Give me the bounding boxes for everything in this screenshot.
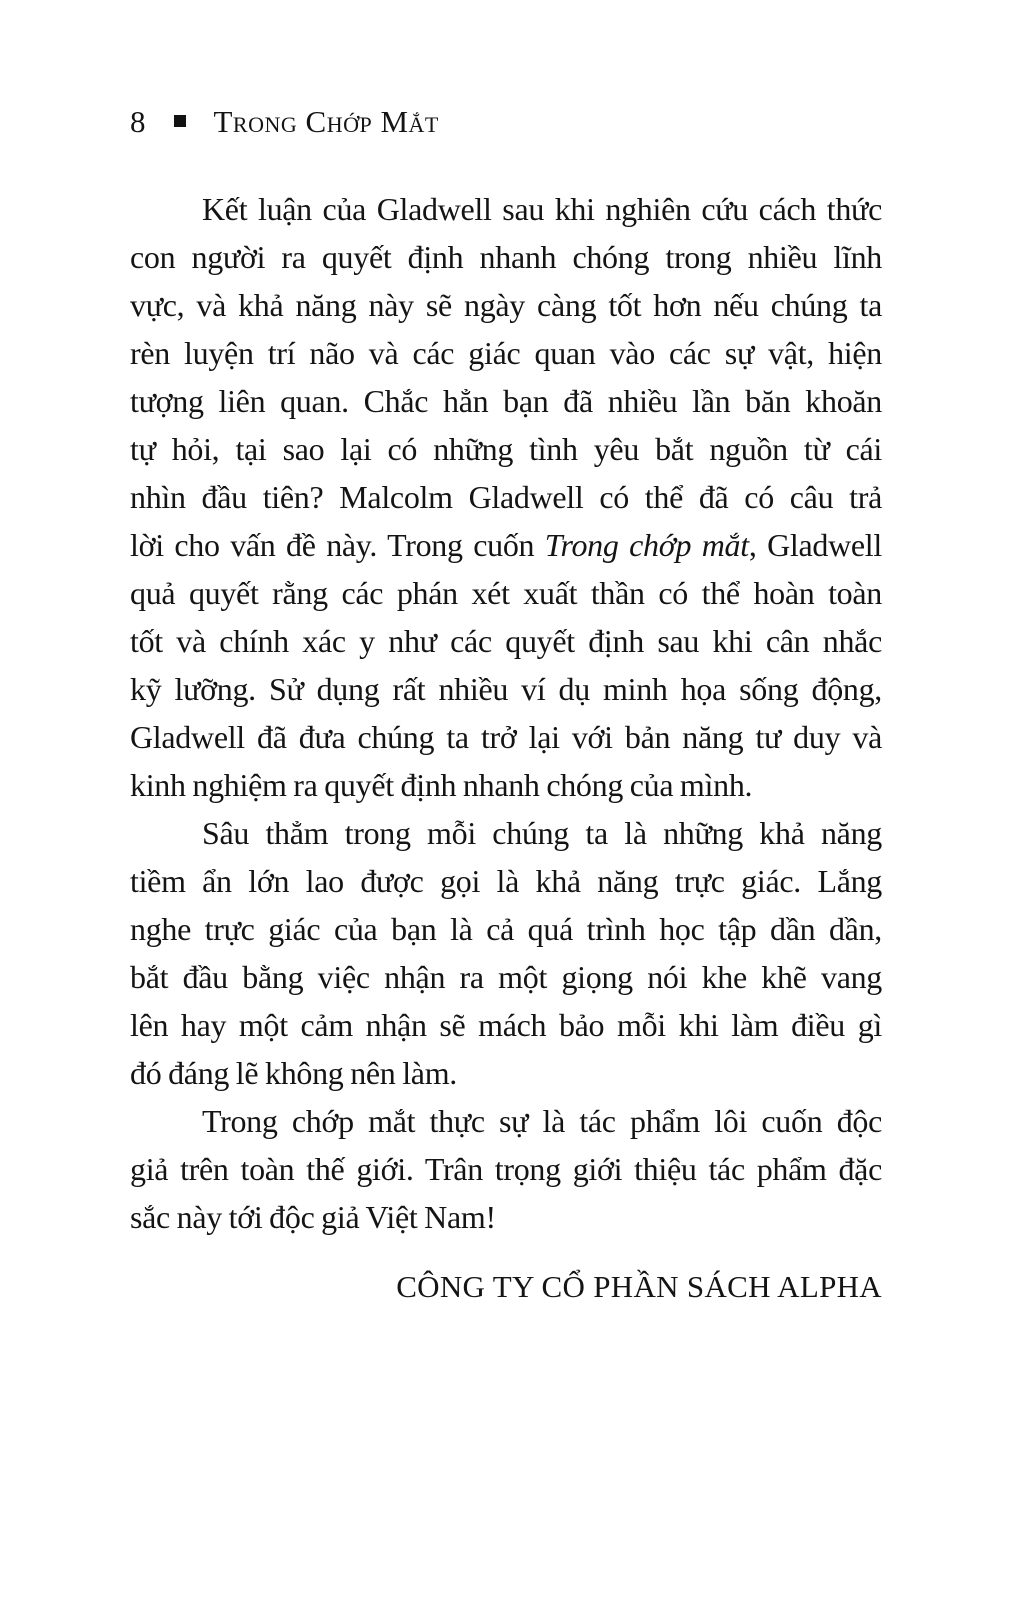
- text-segment: kỹ lưỡng. Sử dụng rất nhiều ví dụ minh họa sống động,: [130, 671, 882, 707]
- text-line: [130, 1145, 882, 1193]
- text-line: [130, 281, 882, 329]
- text-segment: Sâu thẳm trong mỗi chúng ta là những khả năng: [202, 815, 882, 851]
- text-segment: Gladwell đã đưa chúng ta trở lại với bản năng tư duy và: [130, 719, 882, 755]
- text-segment: kinh nghiệm ra quyết định nhanh chóng của mình.: [130, 767, 753, 803]
- text-line: [130, 713, 882, 761]
- text-line: [130, 521, 882, 569]
- text-segment: Kết luận của Gladwell sau khi nghiên cứu cách thức: [202, 191, 882, 227]
- text-line: [130, 329, 882, 377]
- text-line: [130, 569, 882, 617]
- text-segment: đó đáng lẽ không nên làm.: [130, 1055, 457, 1091]
- body-text: [130, 185, 882, 1311]
- square-bullet-icon: [174, 115, 186, 127]
- paragraph: [130, 1097, 882, 1241]
- paragraph: [130, 809, 882, 1097]
- text-segment: rèn luyện trí não và các giác quan vào các sự vật, hiện: [130, 335, 882, 371]
- text-segment: nhìn đầu tiên? Malcolm Gladwell có thể đã có câu trả: [130, 479, 882, 515]
- text-segment: bắt đầu bằng việc nhận ra một giọng nói khe khẽ vang: [130, 959, 882, 995]
- text-line: [130, 1001, 882, 1049]
- text-segment: tượng liên quan. Chắc hẳn bạn đã nhiều lần băn khoăn: [130, 383, 882, 419]
- text-line: [130, 233, 882, 281]
- text-segment: quả quyết rằng các phán xét xuất thần có thể hoàn toàn: [130, 575, 882, 611]
- text-segment: , Gladwell: [748, 527, 882, 563]
- text-segment: lên hay một cảm nhận sẽ mách bảo mỗi khi làm điều gì: [130, 1007, 882, 1043]
- text-segment: con người ra quyết định nhanh chóng trong nhiều lĩnh: [130, 239, 882, 275]
- text-line: [130, 1193, 882, 1241]
- text-line: [130, 857, 882, 905]
- text-line: [130, 809, 882, 857]
- text-line: [130, 665, 882, 713]
- page-number: 8: [130, 104, 146, 139]
- text-segment: nghe trực giác của bạn là cả quá trình học tập dần dần,: [130, 911, 882, 947]
- page-header: [130, 100, 439, 144]
- running-title: Trong Chớp Mắt: [213, 104, 439, 139]
- publisher-signature: CÔNG TY CỔ PHẦN SÁCH ALPHA: [396, 1269, 882, 1304]
- text-segment: giả trên toàn thế giới. Trân trọng giới thiệu tác phẩm đặc: [130, 1151, 882, 1187]
- text-segment: vực, và khả năng này sẽ ngày càng tốt hơn nếu chúng ta: [130, 287, 882, 323]
- text-line: [130, 905, 882, 953]
- text-segment: tiềm ẩn lớn lao được gọi là khả năng trực giác. Lắng: [130, 863, 882, 899]
- text-line: [130, 953, 882, 1001]
- text-line: [130, 1049, 882, 1097]
- text-line: [130, 425, 882, 473]
- text-line: [130, 1097, 882, 1145]
- text-segment: tốt và chính xác y như các quyết định sau khi cân nhắc: [130, 623, 882, 659]
- text-segment: lời cho vấn đề này. Trong cuốn: [130, 527, 545, 563]
- text-line: [130, 761, 882, 809]
- text-line: [130, 377, 882, 425]
- paragraph: [130, 185, 882, 809]
- text-line: [130, 617, 882, 665]
- book-title-italic: Trong chớp mắt: [544, 527, 749, 563]
- text-segment: tự hỏi, tại sao lại có những tình yêu bắt nguồn từ cái: [130, 431, 882, 467]
- text-segment: sắc này tới độc giả Việt Nam!: [130, 1199, 496, 1235]
- text-line: [130, 185, 882, 233]
- text-segment: Trong chớp mắt thực sự là tác phẩm lôi cuốn độc: [202, 1103, 882, 1139]
- text-line: [130, 473, 882, 521]
